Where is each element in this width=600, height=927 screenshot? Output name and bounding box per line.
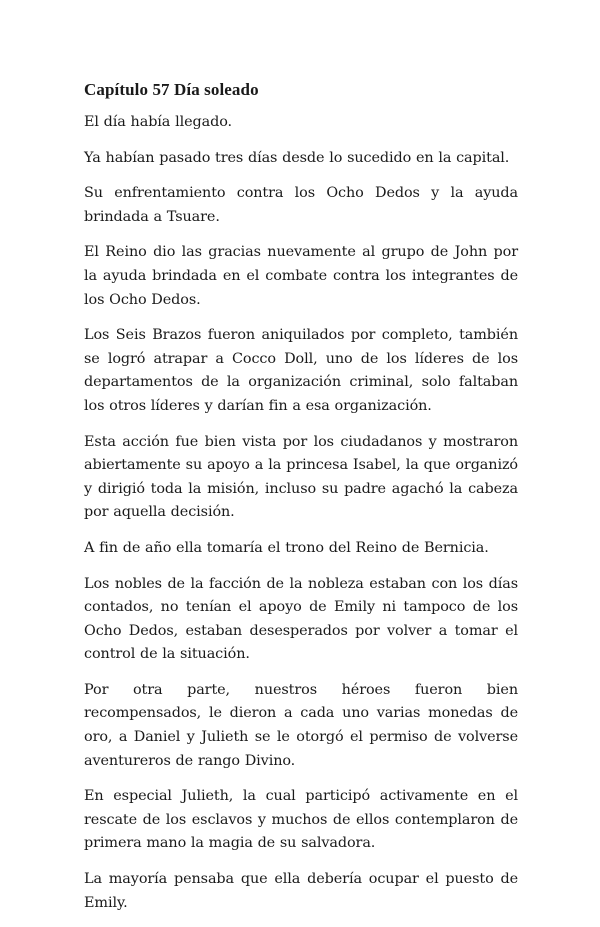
paragraph: Los Seis Brazos fueron aniquilados por completo, también se logró atrapar a Cocco Doll, uno de los líderes de los departamentos de la organización criminal, solo faltaban los otros líderes y darían fin a esa organización. — [84, 327, 518, 414]
paragraph: Los nobles de la facción de la nobleza estaban con los días contados, no tenían el apoyo de Emily ni tampoco de los Ocho Dedos, estaban desesperados por volver a tomar el control de la situación. — [84, 575, 518, 663]
paragraph: En especial Julieth, la cual participó activamente en el rescate de los esclavos y muchos de ellos contemplaron de primera mano la magia de su salvadora. — [84, 788, 518, 852]
paragraph: Su enfrentamiento contra los Ocho Dedos y la ayuda brindada a Tsuare. — [84, 185, 518, 225]
book-page — [84, 78, 518, 927]
paragraph: A fin de año ella tomaría el trono del Reino de Bernicia. — [84, 539, 489, 556]
paragraph: El día había llegado. — [84, 114, 232, 130]
paragraph: El Reino dio las gracias nuevamente al grupo de John por la ayuda brindada en el combate contra los integrantes de los Ocho Dedos. — [84, 244, 518, 308]
paragraph: Esta acción fue bien vista por los ciudadanos y mostraron abiertamente su apoyo a la princesa Isabel, la que organizó y dirigió toda la misión, incluso su padre agachó la cabeza por aquella decisión. — [84, 433, 518, 521]
chapter-title: Capítulo 57 Día soleado — [84, 80, 259, 99]
paragraph: La mayoría pensaba que ella debería ocupar el puesto de Emily. — [84, 871, 518, 911]
paragraph: Por otra parte, nuestros héroes fueron bien recompensados, le dieron a cada uno varias monedas de oro, a Daniel y Julieth se le otorgó el permiso de volverse aventureros de rango Divino. — [84, 681, 518, 769]
paragraph: Ya habían pasado tres días desde lo sucedido en la capital. — [84, 149, 510, 166]
